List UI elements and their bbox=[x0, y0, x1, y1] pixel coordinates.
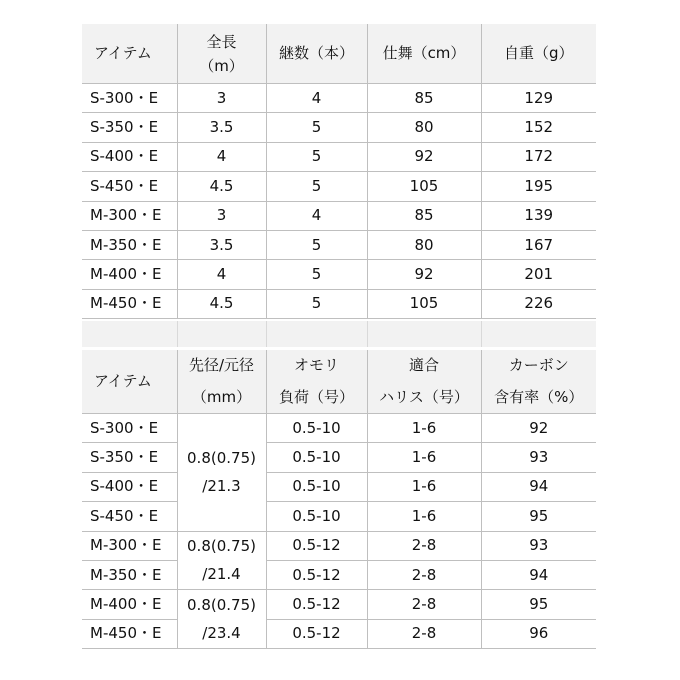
t2-weight-load: 0.5-12 bbox=[266, 619, 367, 648]
table-row bbox=[82, 531, 596, 560]
spec-table-2 bbox=[82, 350, 596, 649]
t1-length: 4 bbox=[177, 142, 266, 171]
t2-item: S-450・E bbox=[82, 502, 177, 531]
t2-item: M-400・E bbox=[82, 590, 177, 619]
t2-diameter-line1: 0.8(0.75) bbox=[187, 448, 256, 467]
table-row bbox=[82, 113, 596, 142]
t2-leader: 2-8 bbox=[367, 531, 481, 560]
table-row bbox=[82, 84, 596, 113]
t2-weight-load: 0.5-10 bbox=[266, 472, 367, 501]
t1-sections: 5 bbox=[266, 260, 367, 289]
t2-leader: 1-6 bbox=[367, 443, 481, 472]
t2-carbon: 94 bbox=[481, 472, 596, 501]
t2-leader: 2-8 bbox=[367, 560, 481, 589]
t2-diameter-line1: 0.8(0.75) bbox=[187, 595, 256, 614]
t1-length: 4.5 bbox=[177, 289, 266, 318]
t2-header-diameter-text: 先径/元径 （mm） bbox=[188, 356, 255, 406]
table-row bbox=[82, 560, 596, 589]
t1-weight: 195 bbox=[481, 172, 596, 201]
t2-weight-load: 0.5-12 bbox=[266, 590, 367, 619]
t2-diameter-line2: /23.4 bbox=[202, 624, 241, 643]
t2-weight-load: 0.5-10 bbox=[266, 443, 367, 472]
table-row bbox=[82, 289, 596, 318]
table-row bbox=[82, 472, 596, 501]
separator-divider bbox=[266, 321, 267, 347]
table-separator bbox=[82, 321, 596, 347]
t1-weight: 172 bbox=[481, 142, 596, 171]
t2-carbon: 95 bbox=[481, 502, 596, 531]
t1-length: 3 bbox=[177, 84, 266, 113]
t2-leader: 2-8 bbox=[367, 619, 481, 648]
t1-closed-length: 80 bbox=[367, 113, 481, 142]
t2-item: S-300・E bbox=[82, 414, 177, 443]
t1-sections: 4 bbox=[266, 201, 367, 230]
spec-table-1 bbox=[82, 24, 596, 319]
t1-weight: 201 bbox=[481, 260, 596, 289]
t1-header-sections: 継数（本） bbox=[266, 24, 367, 84]
table-row bbox=[82, 590, 596, 619]
t2-carbon: 93 bbox=[481, 531, 596, 560]
t1-length: 3 bbox=[177, 201, 266, 230]
t1-item: S-400・E bbox=[82, 142, 177, 171]
t1-item: S-350・E bbox=[82, 113, 177, 142]
t1-item: M-450・E bbox=[82, 289, 177, 318]
t2-weight-load: 0.5-12 bbox=[266, 531, 367, 560]
t2-leader: 1-6 bbox=[367, 502, 481, 531]
t1-weight: 152 bbox=[481, 113, 596, 142]
t1-weight: 139 bbox=[481, 201, 596, 230]
t1-closed-length: 92 bbox=[367, 260, 481, 289]
t2-carbon: 92 bbox=[481, 414, 596, 443]
t2-diameter-group bbox=[177, 414, 266, 532]
t1-weight: 226 bbox=[481, 289, 596, 318]
t2-header-carbon bbox=[481, 350, 596, 414]
t2-diameter-line1: 0.8(0.75) bbox=[187, 536, 256, 555]
t2-leader: 1-6 bbox=[367, 414, 481, 443]
t1-header-closed-length: 仕舞（cm） bbox=[367, 24, 481, 84]
t1-sections: 5 bbox=[266, 172, 367, 201]
table2-header-row bbox=[82, 350, 596, 414]
t1-item: M-400・E bbox=[82, 260, 177, 289]
t2-header-leader bbox=[367, 350, 481, 414]
t1-header-weight: 自重（g） bbox=[481, 24, 596, 84]
table1-header-row bbox=[82, 24, 596, 84]
t1-sections: 4 bbox=[266, 84, 367, 113]
table-row bbox=[82, 142, 596, 171]
t2-item: M-450・E bbox=[82, 619, 177, 648]
table-row bbox=[82, 502, 596, 531]
t2-weight-load: 0.5-12 bbox=[266, 560, 367, 589]
t2-diameter-line2: /21.3 bbox=[202, 477, 241, 496]
t2-item: S-350・E bbox=[82, 443, 177, 472]
t1-length: 4.5 bbox=[177, 172, 266, 201]
t2-header-weight-load bbox=[266, 350, 367, 414]
t2-item: S-400・E bbox=[82, 472, 177, 501]
t2-header-carbon-text: カーボン 含有率（%） bbox=[494, 356, 584, 406]
t1-item: S-300・E bbox=[82, 84, 177, 113]
t1-length: 4 bbox=[177, 260, 266, 289]
table-row bbox=[82, 414, 596, 443]
separator-divider bbox=[481, 321, 482, 347]
table-row bbox=[82, 619, 596, 648]
t1-item: M-350・E bbox=[82, 230, 177, 259]
t1-sections: 5 bbox=[266, 142, 367, 171]
t2-carbon: 96 bbox=[481, 619, 596, 648]
t1-closed-length: 80 bbox=[367, 230, 481, 259]
t2-header-weight-load-text: オモリ 負荷（号） bbox=[278, 356, 354, 406]
table-row bbox=[82, 230, 596, 259]
t1-weight: 167 bbox=[481, 230, 596, 259]
t1-header-length-text: 全長 （m） bbox=[199, 32, 244, 75]
t1-header-length bbox=[177, 24, 266, 84]
t1-closed-length: 105 bbox=[367, 289, 481, 318]
t1-header-item: アイテム bbox=[82, 24, 177, 84]
t1-length: 3.5 bbox=[177, 113, 266, 142]
table-row bbox=[82, 201, 596, 230]
t2-header-diameter bbox=[177, 350, 266, 414]
t2-weight-load: 0.5-10 bbox=[266, 414, 367, 443]
t2-header-item: アイテム bbox=[82, 350, 177, 414]
table-row bbox=[82, 260, 596, 289]
t2-diameter-line2: /21.4 bbox=[202, 565, 241, 584]
table-row bbox=[82, 443, 596, 472]
t2-carbon: 94 bbox=[481, 560, 596, 589]
t2-diameter-group bbox=[177, 531, 266, 590]
t1-item: S-450・E bbox=[82, 172, 177, 201]
t2-item: M-350・E bbox=[82, 560, 177, 589]
t1-sections: 5 bbox=[266, 113, 367, 142]
t1-sections: 5 bbox=[266, 289, 367, 318]
separator-divider bbox=[177, 321, 178, 347]
t1-sections: 5 bbox=[266, 230, 367, 259]
t1-weight: 129 bbox=[481, 84, 596, 113]
t2-weight-load: 0.5-10 bbox=[266, 502, 367, 531]
t2-item: M-300・E bbox=[82, 531, 177, 560]
t1-closed-length: 85 bbox=[367, 84, 481, 113]
t2-leader: 1-6 bbox=[367, 472, 481, 501]
t2-header-leader-text: 適合 ハリス（号） bbox=[379, 356, 469, 406]
t1-length: 3.5 bbox=[177, 230, 266, 259]
table-row bbox=[82, 172, 596, 201]
t2-diameter-group bbox=[177, 590, 266, 649]
t1-item: M-300・E bbox=[82, 201, 177, 230]
t2-carbon: 93 bbox=[481, 443, 596, 472]
t1-closed-length: 85 bbox=[367, 201, 481, 230]
t1-closed-length: 92 bbox=[367, 142, 481, 171]
t2-carbon: 95 bbox=[481, 590, 596, 619]
t2-leader: 2-8 bbox=[367, 590, 481, 619]
t1-closed-length: 105 bbox=[367, 172, 481, 201]
separator-divider bbox=[367, 321, 368, 347]
